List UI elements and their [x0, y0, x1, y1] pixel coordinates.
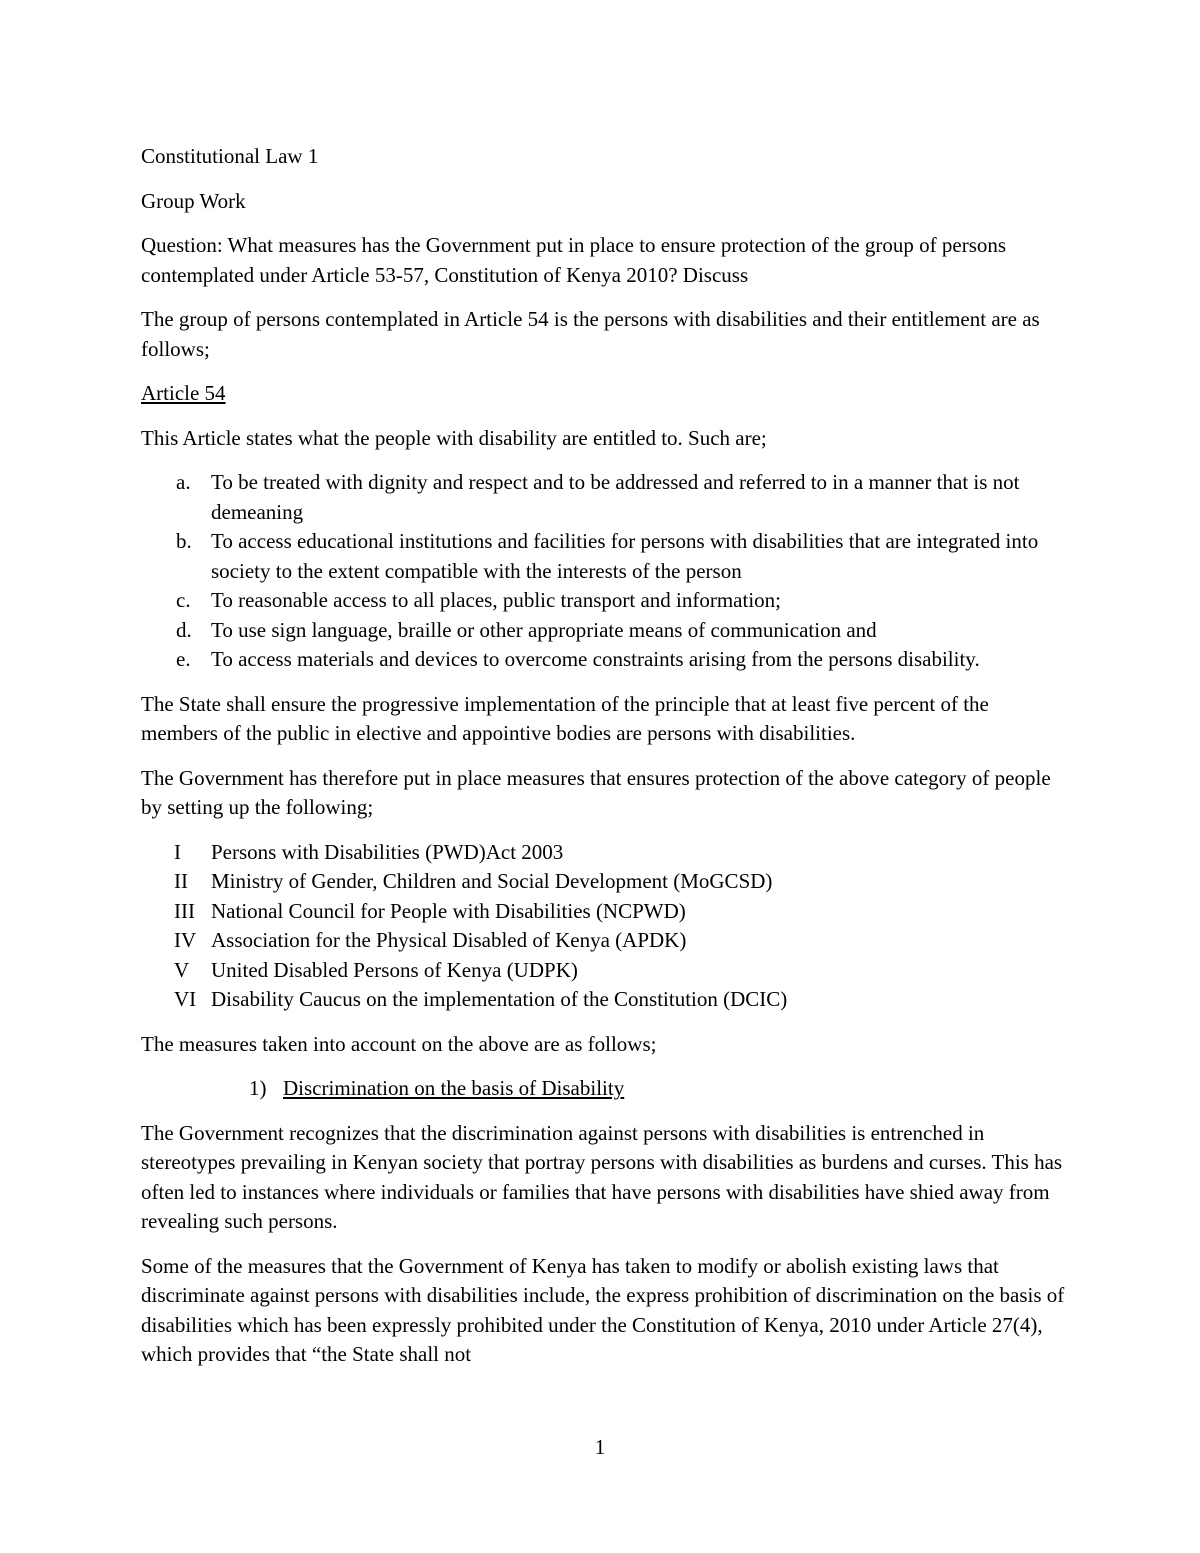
list-item-text: To access educational institutions and facilities for persons with disabilities that are integrated into society to the extent compatible with the interests of the person: [211, 529, 1039, 583]
section-heading: [141, 1074, 1071, 1104]
list-item: [141, 645, 1071, 675]
list-item: [141, 926, 1071, 956]
list-item-text: Persons with Disabilities (PWD)Act 2003: [211, 839, 564, 864]
list-marker: b.: [176, 529, 192, 553]
list-marker: d.: [176, 617, 192, 642]
document-page: [141, 142, 1071, 1385]
list-item: [141, 985, 1071, 1015]
list-marker: II: [174, 869, 188, 893]
list-item: [141, 616, 1071, 646]
list-marker: e.: [176, 647, 191, 671]
question-paragraph: Question: What measures has the Government put in place to ensure protection of the group of persons contemplated under Article 53-57, Constitution of Kenya 2010? Discuss: [141, 233, 1007, 287]
list-item: [141, 468, 1071, 527]
list-item-text: Ministry of Gender, Children and Social Development (MoGCSD): [211, 869, 773, 893]
list-item-text: To reasonable access to all places, public transport and information;: [211, 588, 782, 612]
list-item-text: To be treated with dignity and respect and to be addressed and referred to in a manner that is not demeaning: [211, 470, 1020, 524]
list-item: [141, 956, 1071, 986]
article-intro-paragraph: This Article states what the people with disability are entitled to. Such are;: [141, 425, 767, 450]
list-item: [141, 586, 1071, 616]
section-number: 1): [249, 1076, 267, 1100]
course-title: Constitutional Law 1: [141, 144, 319, 168]
list-marker: IV: [174, 928, 197, 952]
list-marker: III: [174, 898, 195, 923]
list-item: [141, 527, 1071, 586]
list-marker: a.: [176, 470, 191, 494]
list-marker: VI: [174, 987, 197, 1011]
section-title: Discrimination on the basis of Disability: [283, 1076, 625, 1100]
list-marker: I: [174, 839, 181, 864]
state-principle-paragraph: The State shall ensure the progressive implementation of the principle that at least five percent of the members of the public in elective and appointive bodies are persons with disabilities.: [141, 691, 989, 745]
bodies-list: [141, 838, 1071, 1015]
list-item-text: To use sign language, braille or other appropriate means of communication and: [211, 617, 877, 642]
measures-taken-paragraph: The measures taken into account on the above are as follows;: [141, 1031, 657, 1056]
list-item: [141, 867, 1071, 897]
entitlements-list: [141, 468, 1071, 675]
list-item: [141, 897, 1071, 927]
list-item: [141, 838, 1071, 868]
article-heading: Article 54: [141, 381, 226, 405]
list-marker: c.: [176, 588, 191, 612]
measures-intro-paragraph: The Government has therefore put in place measures that ensures protection of the above category of people by setting up the following;: [141, 765, 1051, 819]
discrimination-paragraph: The Government recognizes that the discrimination against persons with disabilities is entrenched in stereotypes prevailing in Kenyan society that portray persons with disabilities as burdens and curses. This has often led to instances where individuals or families that have persons with disabilities have shied away from revealing such persons.: [141, 1120, 1063, 1233]
intro-paragraph: The group of persons contemplated in Article 54 is the persons with disabilities and their entitlement are as follows;: [141, 307, 1040, 361]
page-number: 1: [594, 1435, 606, 1459]
list-item-text: United Disabled Persons of Kenya (UDPK): [211, 957, 578, 982]
list-item-text: National Council for People with Disabilities (NCPWD): [211, 898, 686, 923]
measures-paragraph: Some of the measures that the Government of Kenya has taken to modify or abolish existing laws that discriminate against persons with disabilities include, the express prohibition of discrimination on the basis of disabilities which has been expressly prohibited under the Constitution of Kenya, 2010 under Article 27(4), which provides that “the State shall not: [141, 1253, 1065, 1366]
document-subtitle: Group Work: [141, 188, 246, 213]
list-item-text: Association for the Physical Disabled of Kenya (APDK): [211, 928, 687, 952]
list-item-text: Disability Caucus on the implementation of the Constitution (DCIC): [211, 987, 788, 1011]
list-marker: V: [174, 957, 190, 982]
list-item-text: To access materials and devices to overcome constraints arising from the persons disability.: [211, 647, 980, 671]
